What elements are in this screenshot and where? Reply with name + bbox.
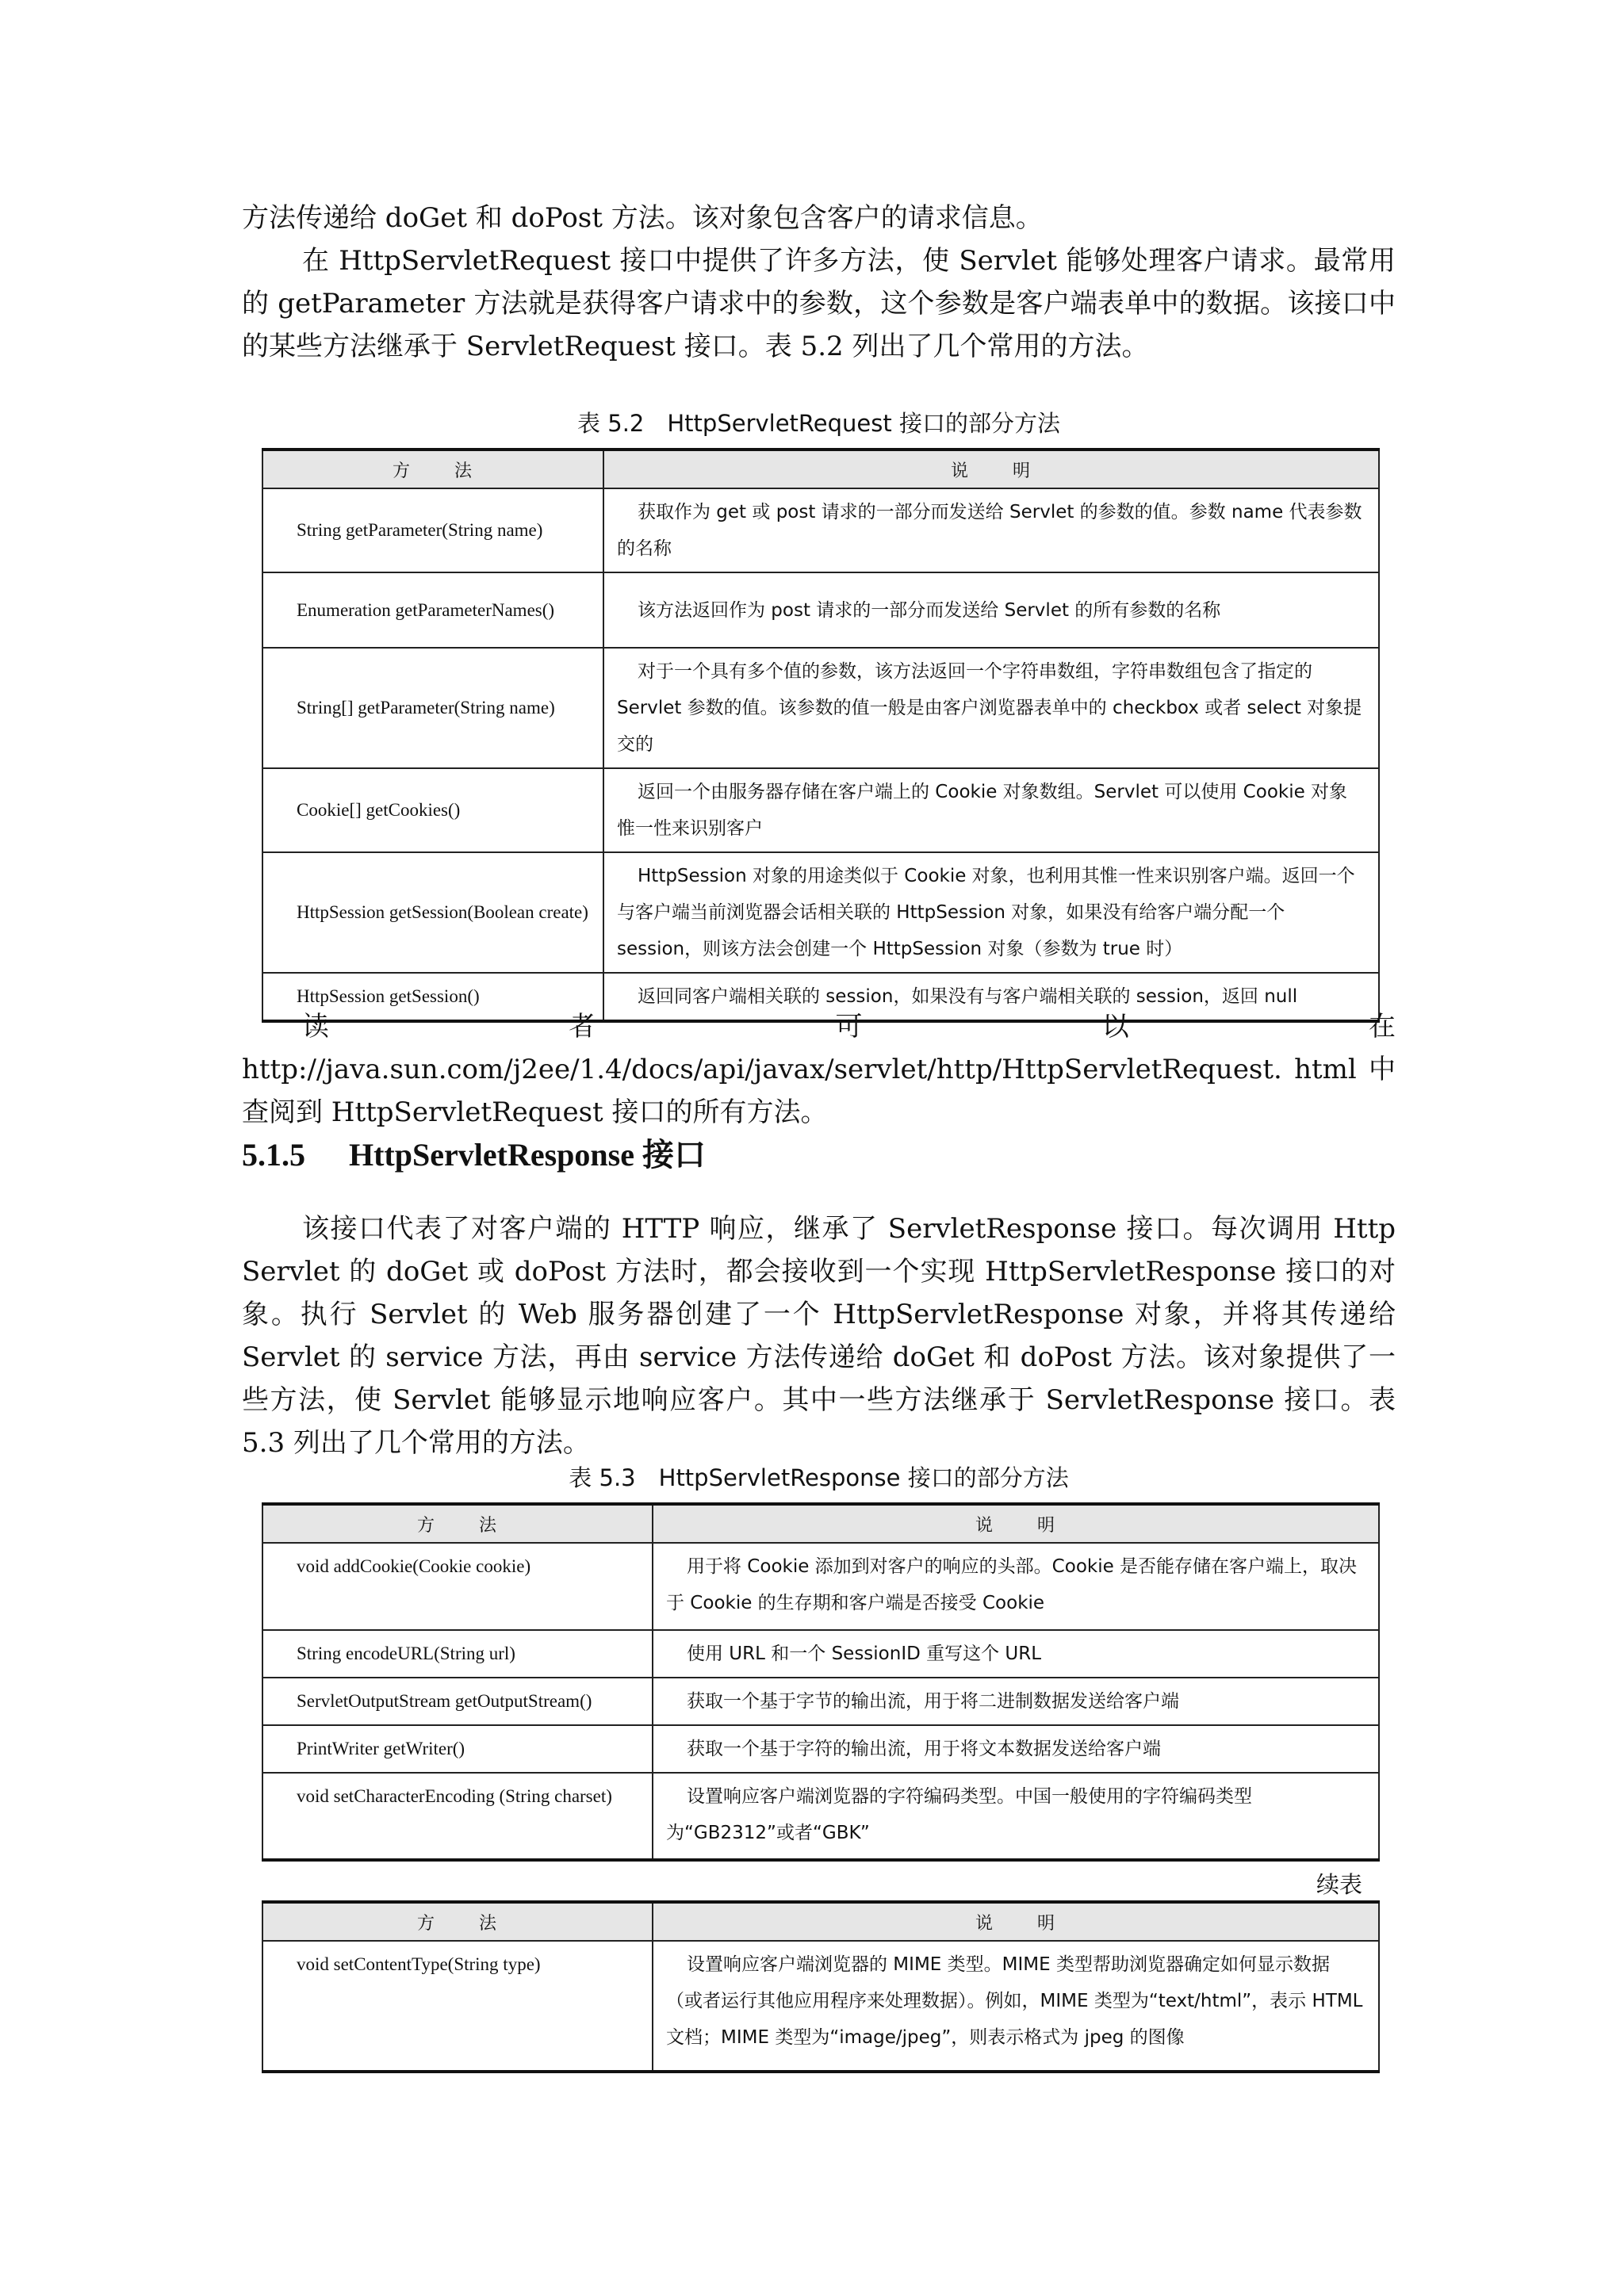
- method-cell: ServletOutputStream getOutputStream(): [262, 1678, 653, 1725]
- method-cell: void setContentType(String type): [262, 1941, 653, 2072]
- table-5-2-caption: 表 5.2 HttpServletRequest 接口的部分方法: [577, 410, 1060, 437]
- header-description: 说 明: [603, 450, 1379, 488]
- table-header-row: [262, 450, 1379, 488]
- description-cell: 该方法返回作为 post 请求的一部分而发送给 Servlet 的所有参数的名称: [603, 572, 1379, 648]
- description-cell: 用于将 Cookie 添加到对客户的响应的头部。Cookie 是否能存储在客户端上，取决于 Cookie 的生存期和客户端是否接受 Cookie: [653, 1543, 1379, 1630]
- response-intro-paragraph: 该接口代表了对客户端的 HTTP 响应，继承了 ServletResponse 接口。每次调用 Http Servlet 的 doGet 或 doPost 方法时，都会接收到一个实现 HttpServletResponse 接口的对象。执行 Servlet 的 Web 服务器创建了一个 HttpServletResponse 对象，并将其传递给 Servlet 的 service 方法，再由 service 方法传递给 doGet 和 doPost 方法。该对象提供了一些方法，使 Servlet 能够显示地响应客户。其中一些方法继承于 ServletResponse 接口。表 5.3 列出了几个常用的方法。: [242, 1213, 1396, 1459]
- header-method: 方 法: [262, 1504, 653, 1543]
- header-method: 方 法: [262, 450, 603, 488]
- reader-paragraph: 读者可以在 http://java.sun.com/j2ee/1.4/docs/api/javax/servlet/http/HttpServletRequest. html 中查阅到 HttpServletRequest 接口的所有方法。: [242, 1011, 1396, 1128]
- description-cell: 获取一个基于字符的输出流，用于将文本数据发送给客户端: [653, 1725, 1379, 1773]
- description-cell: 返回同客户端相关联的 session，如果没有与客户端相关联的 session，返回 null: [603, 973, 1379, 1021]
- table-5-3-caption: 表 5.3 HttpServletResponse 接口的部分方法: [569, 1464, 1069, 1491]
- table-row: [262, 1941, 1379, 2072]
- description-cell: 设置响应客户端浏览器的 MIME 类型。MIME 类型帮助浏览器确定如何显示数据（或者运行其他应用程序来处理数据）。例如，MIME 类型为“text/html”，表示 HTML 文档；MIME 类型为“image/jpeg”，则表示格式为 jpeg 的图像: [653, 1941, 1379, 2072]
- continued-label: 续表: [1316, 1871, 1363, 1898]
- header-description: 说 明: [653, 1504, 1379, 1543]
- table-row: [262, 852, 1379, 973]
- description-cell: 对于一个具有多个值的参数，该方法返回一个字符串数组，字符串数组包含了指定的 Servlet 参数的值。该参数的值一般是由客户浏览器表单中的 checkbox 或者 select 对象提交的: [603, 648, 1379, 768]
- description-cell: 使用 URL 和一个 SessionID 重写这个 URL: [653, 1630, 1379, 1678]
- table-row: [262, 1630, 1379, 1678]
- method-cell: PrintWriter getWriter(): [262, 1725, 653, 1773]
- method-cell: HttpSession getSession(Boolean create): [262, 852, 603, 973]
- section-title: HttpServletResponse 接口: [349, 1137, 706, 1173]
- method-cell: String encodeURL(String url): [262, 1630, 653, 1678]
- header-method: 方 法: [262, 1902, 653, 1941]
- section-number: 5.1.5: [242, 1137, 305, 1173]
- header-description: 说 明: [653, 1902, 1379, 1941]
- table-row: [262, 488, 1379, 572]
- description-cell: 返回一个由服务器存储在客户端上的 Cookie 对象数组。Servlet 可以使用 Cookie 对象惟一性来识别客户: [603, 768, 1379, 852]
- method-cell: void setCharacterEncoding (String charset): [262, 1773, 653, 1860]
- description-cell: 获取一个基于字节的输出流，用于将二进制数据发送给客户端: [653, 1678, 1379, 1725]
- method-cell: HttpSession getSession(): [262, 973, 603, 1021]
- table-header-row: [262, 1902, 1379, 1941]
- table-row: [262, 1773, 1379, 1860]
- method-cell: String[] getParameter(String name): [262, 648, 603, 768]
- table-5-3-continued: [262, 1900, 1380, 2073]
- method-cell: Enumeration getParameterNames(): [262, 572, 603, 648]
- table-row: [262, 1725, 1379, 1773]
- intro-line: 方法传递给 doGet 和 doPost 方法。该对象包含客户的请求信息。: [242, 202, 1043, 234]
- table-row: [262, 648, 1379, 768]
- table-row: [262, 1543, 1379, 1630]
- description-cell: 获取作为 get 或 post 请求的一部分而发送给 Servlet 的参数的值。参数 name 代表参数的名称: [603, 488, 1379, 572]
- request-intro-paragraph: 在 HttpServletRequest 接口中提供了许多方法，使 Servlet 能够处理客户请求。最常用的 getParameter 方法就是获得客户请求中的参数，这个参数是客户端表单中的数据。该接口中的某些方法继承于 ServletRequest 接口。表 5.2 列出了几个常用的方法。: [242, 245, 1396, 362]
- method-cell: void addCookie(Cookie cookie): [262, 1543, 653, 1630]
- method-cell: Cookie[] getCookies(): [262, 768, 603, 852]
- table-row: [262, 1678, 1379, 1725]
- description-cell: HttpSession 对象的用途类似于 Cookie 对象，也利用其惟一性来识别客户端。返回一个与客户端当前浏览器会话相关联的 HttpSession 对象，如果没有给客户端分配一个 session，则该方法会创建一个 HttpSession 对象（参数为 true 时）: [603, 852, 1379, 973]
- section-heading: [242, 1130, 706, 1175]
- description-cell: 设置响应客户端浏览器的字符编码类型。中国一般使用的字符编码类型为“GB2312”或者“GBK”: [653, 1773, 1379, 1860]
- table-header-row: [262, 1504, 1379, 1543]
- table-row: [262, 572, 1379, 648]
- method-cell: String getParameter(String name): [262, 488, 603, 572]
- table-row: [262, 768, 1379, 852]
- table-5-3: [262, 1502, 1380, 1862]
- table-5-2: [262, 448, 1380, 1023]
